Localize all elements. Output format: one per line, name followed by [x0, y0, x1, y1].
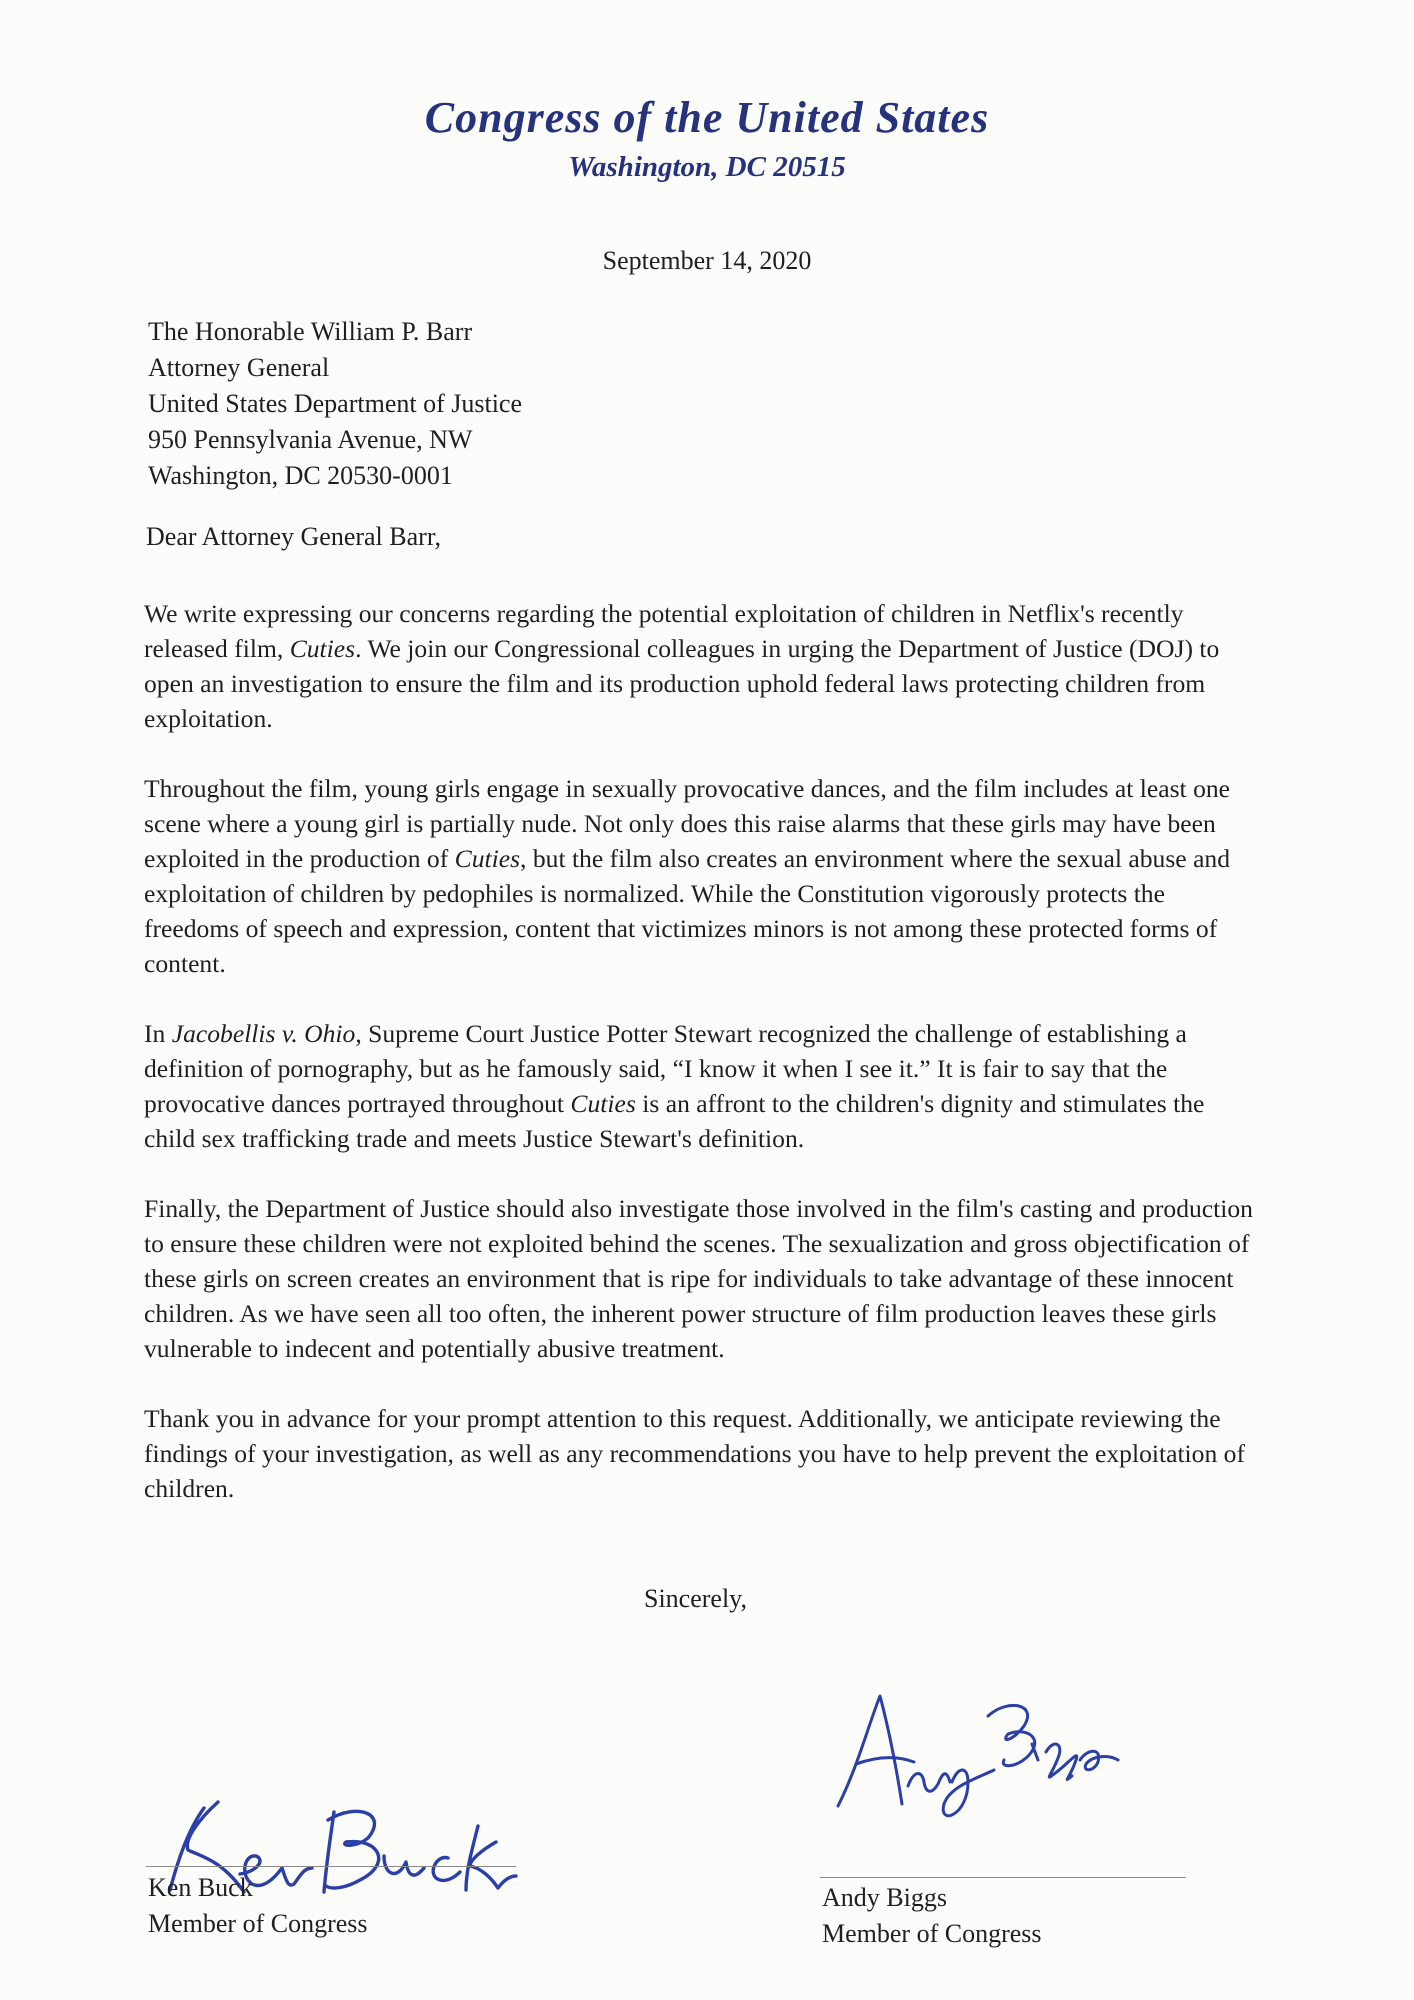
paragraph-text: In — [144, 1019, 172, 1048]
recipient-address — [148, 314, 522, 494]
salutation: Dear Attorney General Barr, — [146, 522, 441, 551]
case-name: Jacobellis v. Ohio — [171, 1019, 356, 1048]
paragraph-text: is an affront to the children's dignity and stimulates the child sex trafficking trade and meets Justice Stewart's definition. — [144, 1089, 1205, 1153]
closing: Sincerely, — [644, 1584, 747, 1613]
body-paragraph: Finally, the Department of Justice should also investigate those involved in the film's casting and production to ensure these children were not exploited behind the scenes. The sexualization and gross objectification of these girls on screen creates an environment that is ripe for individuals to take advantage of these innocent children. As we have seen all too often, the inherent power structure of film production leaves these girls vulnerable to indecent and potentially abusive treatment. — [144, 1194, 1253, 1363]
recipient-line: 950 Pennsylvania Avenue, NW — [148, 425, 473, 454]
letterhead-subtitle: Washington, DC 20515 — [568, 151, 846, 183]
body-paragraph — [144, 1016, 1254, 1156]
letterhead — [0, 92, 1414, 184]
paragraph-text: We write expressing our concerns regarding the potential exploitation of children in Netflix's recently released film, — [144, 599, 1184, 663]
signer-block — [822, 1880, 1042, 1952]
signature-line — [820, 1877, 1186, 1878]
letterhead-title: Congress of the United States — [424, 93, 990, 142]
paragraph-text: . We join our Congressional colleagues in urging the Department of Justice (DOJ) to open an investigation to ensure the film and its production uphold federal laws protecting children from exploitation. — [144, 634, 1220, 733]
letter-date: September 14, 2020 — [602, 246, 812, 275]
film-title: Cuties — [570, 1089, 636, 1118]
letter-body — [144, 596, 1254, 1541]
paragraph-text: Throughout the film, young girls engage in sexually provocative dances, and the film includes at least one scene where a young girl is partially nude. Not only does this raise alarms that these girls may have been exploited in the production of — [144, 774, 1231, 873]
paragraph-text: , but the film also creates an environment where the sexual abuse and exploitation of children by pedophiles is normalized. While the Constitution vigorously protects the freedoms of speech and expression, content that victimizes minors is not among these protected forms of content. — [144, 844, 1231, 978]
recipient-line: United States Department of Justice — [148, 389, 523, 418]
paragraph-text: , Supreme Court Justice Potter Stewart recognized the challenge of establishing a definition of pornography, but as he famously said, “I know it when I see it.” It is fair to say that the provocative dances portrayed throughout — [144, 1019, 1187, 1118]
signature-andy-biggs — [818, 1686, 1158, 1836]
signer-title: Member of Congress — [822, 1919, 1042, 1948]
body-paragraph — [144, 596, 1254, 736]
signer-title: Member of Congress — [148, 1909, 368, 1938]
signature-line — [146, 1866, 516, 1867]
body-paragraph: Thank you in advance for your prompt attention to this request. Additionally, we anticipate reviewing the findings of your investigation, as well as any recommendations you have to help prevent the exploitation of children. — [144, 1404, 1245, 1503]
signer-name: Andy Biggs — [822, 1883, 947, 1912]
film-title: Cuties — [454, 844, 521, 873]
signer-name: Ken Buck — [148, 1873, 253, 1902]
recipient-line: Washington, DC 20530-0001 — [148, 461, 453, 490]
signer-block — [148, 1870, 368, 1942]
recipient-line: The Honorable William P. Barr — [148, 317, 473, 346]
body-paragraph — [144, 771, 1254, 981]
recipient-line: Attorney General — [148, 353, 330, 382]
film-title: Cuties — [289, 634, 356, 663]
